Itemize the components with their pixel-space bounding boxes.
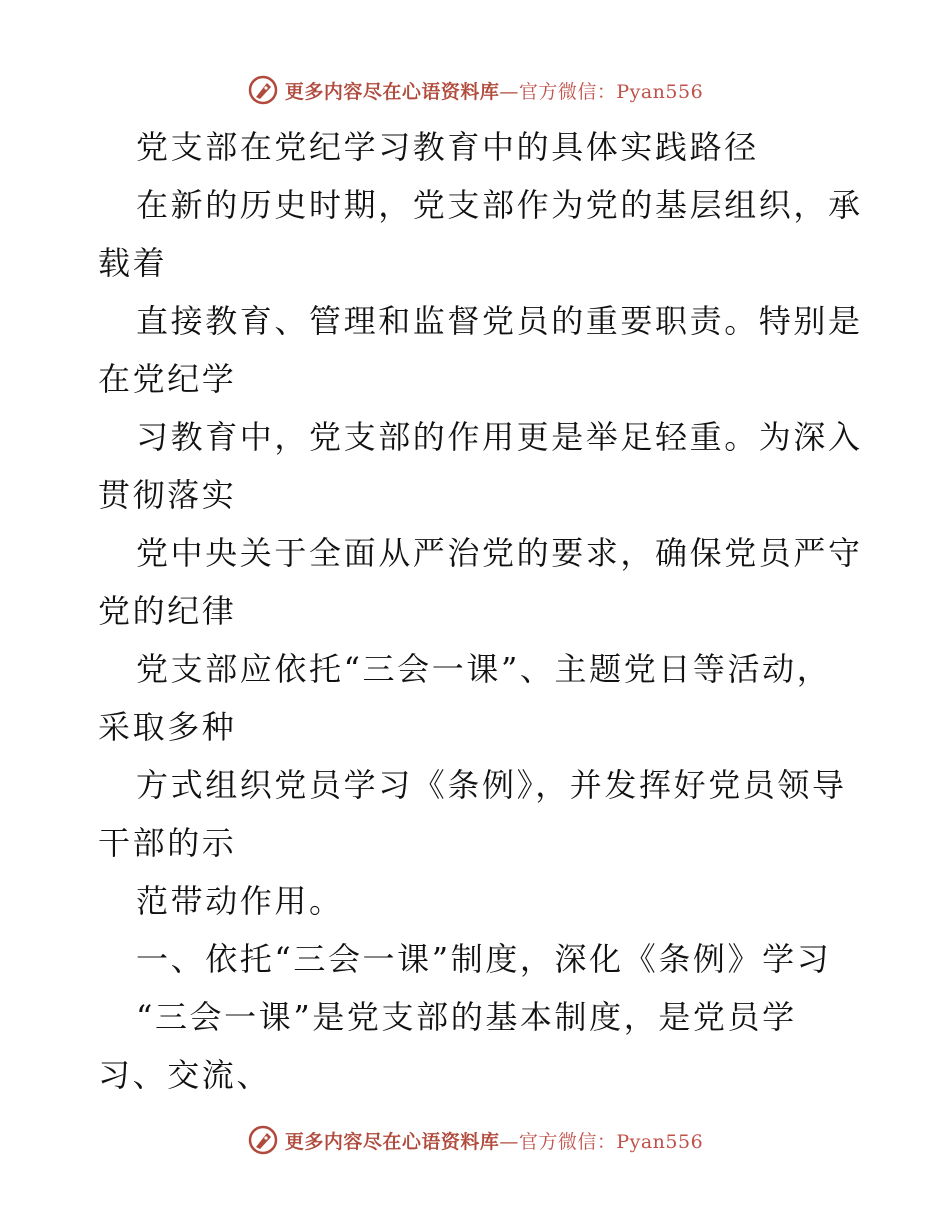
paragraph-line: 在党纪学 (98, 360, 237, 398)
header-watermark (0, 70, 950, 110)
pen-nib-logo-icon (247, 74, 279, 106)
document-body (98, 118, 863, 1104)
watermark-text: 更多内容尽在心语资料库 (284, 1130, 500, 1153)
paragraph-line: 习、交流、 (98, 1056, 272, 1094)
paragraph-line: 党支部应依托“三会一课”、主题党日等活动， (136, 650, 832, 688)
paragraph-line: 采取多种 (98, 708, 237, 746)
paragraph-line: 范带动作用。 (136, 882, 344, 920)
pen-nib-logo-icon (247, 1124, 279, 1156)
paragraph-line: 干部的示 (98, 824, 237, 862)
watermark-text-block (285, 1127, 703, 1154)
paragraph-line: 直接教育、管理和监督党员的重要职责。特别是 (136, 302, 863, 340)
paragraph-line: 党中央关于全面从严治党的要求，确保党员严守 (136, 534, 863, 572)
paragraph-line: 贯彻落实 (98, 476, 237, 514)
watermark-text-block (285, 77, 703, 104)
watermark-separator: — (499, 80, 519, 103)
paragraph-line: 方式组织党员学习《条例》，并发挥好党员领导 (136, 766, 847, 804)
footer-watermark (0, 1120, 950, 1160)
paragraph-line: 载着 (98, 244, 168, 282)
watermark-wechat: 官方微信：Pyan556 (518, 1130, 704, 1153)
watermark-separator: — (499, 1130, 519, 1153)
paragraph-line: 党的纪律 (98, 592, 237, 630)
watermark-text: 更多内容尽在心语资料库 (284, 80, 500, 103)
section-heading: 一、依托“三会一课”制度，深化《条例》学习 (136, 940, 832, 978)
paragraph-line: 在新的历史时期，党支部作为党的基层组织，承 (136, 186, 863, 224)
document-title: 党支部在党纪学习教育中的具体实践路径 (136, 128, 759, 166)
watermark-wechat: 官方微信：Pyan556 (518, 80, 704, 103)
paragraph-line: “三会一课”是党支部的基本制度，是党员学 (136, 998, 797, 1036)
paragraph-line: 习教育中，党支部的作用更是举足轻重。为深入 (136, 418, 863, 456)
